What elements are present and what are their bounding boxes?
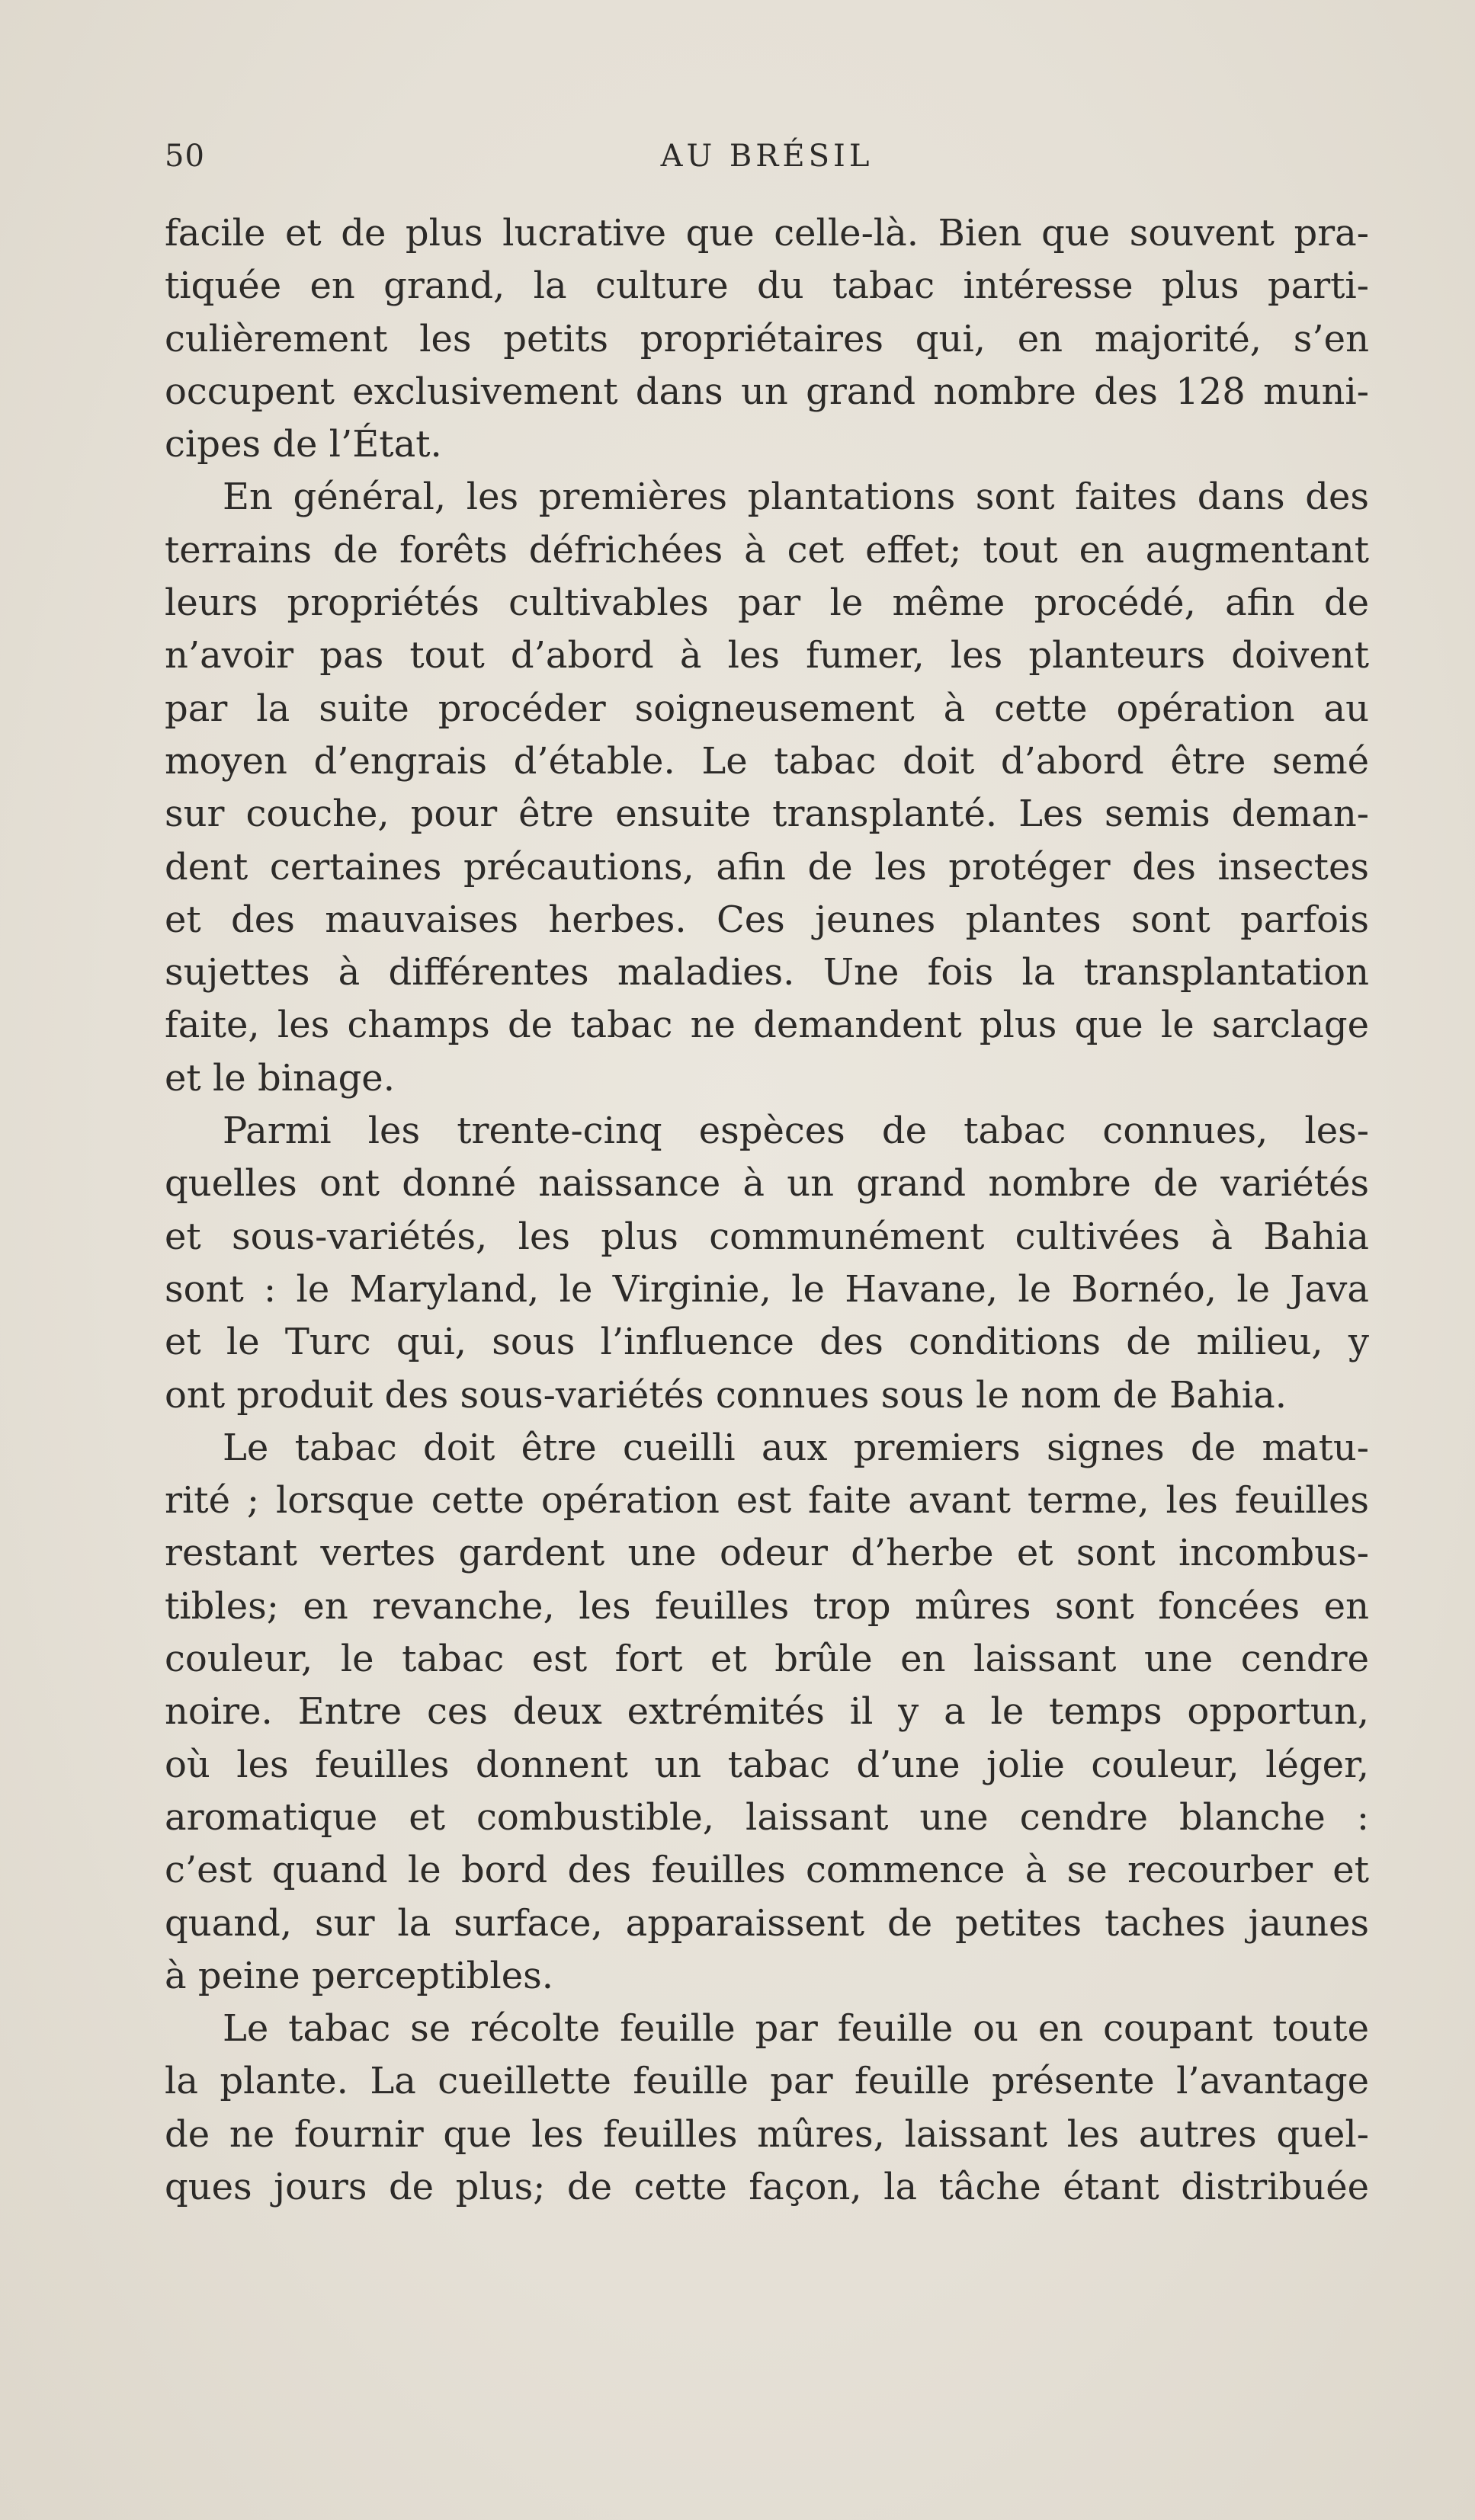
text-line: moyen d’engrais d’étable. Le tabac doit d’abord être semé — [165, 739, 1369, 783]
text-line: En général, les premières plantations sont faites dans des — [223, 476, 1369, 519]
text-line: Parmi les trente-cinq espèces de tabac connues, les- — [223, 1110, 1369, 1153]
text-line: la plante. La cueillette feuille par feuille présente l’avantage — [165, 2060, 1369, 2103]
text-line: n’avoir pas tout d’abord à les fumer, les planteurs doivent — [165, 634, 1369, 677]
text-line: culièrement les petits propriétaires qui, en majorité, s’en — [165, 317, 1369, 360]
text-line: et des mauvaises herbes. Ces jeunes plantes sont parfois — [165, 898, 1369, 941]
text-line: sujettes à différentes maladies. Une fois la transplantation — [165, 951, 1369, 994]
text-line: tiquée en grand, la culture du tabac intéresse plus parti- — [165, 264, 1369, 308]
text-line: ont produit des sous-variétés connues sous le nom de Bahia. — [165, 1373, 1287, 1417]
text-line: noire. Entre ces deux extrémités il y a le temps opportun, — [165, 1690, 1369, 1734]
text-line: tibles; en revanche, les feuilles trop mûres sont foncées en — [165, 1584, 1369, 1628]
text-line: quelles ont donné naissance à un grand nombre de variétés — [165, 1162, 1369, 1206]
text-line: où les feuilles donnent un tabac d’une jolie couleur, léger, — [165, 1743, 1369, 1786]
running-title: AU BRÉSIL — [660, 139, 874, 174]
text-line: facile et de plus lucrative que celle-là. Bien que souvent pra- — [165, 212, 1369, 255]
text-line: sont : le Maryland, le Virginie, le Havane, le Bornéo, le Java — [165, 1267, 1369, 1311]
text-line: faite, les champs de tabac ne demandent plus que le sarclage — [165, 1004, 1369, 1047]
text-line: par la suite procéder soigneusement à cette opération au — [165, 687, 1369, 730]
page-number: 50 — [165, 139, 205, 174]
text-line: et le Turc qui, sous l’influence des conditions de milieu, y — [165, 1321, 1369, 1364]
text-line: ques jours de plus; de cette façon, la tâche étant distribuée — [165, 2165, 1369, 2208]
text-line: terrains de forêts défrichées à cet effet; tout en augmentant — [165, 528, 1369, 572]
text-line: sur couche, pour être ensuite transplanté. Les semis deman- — [165, 793, 1369, 836]
text-line: dent certaines précautions, afin de les protéger des insectes — [165, 845, 1369, 889]
text-line: rité ; lorsque cette opération est faite avant terme, les feuilles — [165, 1479, 1369, 1523]
text-line: c’est quand le bord des feuilles commence à se recourber et — [165, 1849, 1369, 1892]
text-line: et sous-variétés, les plus communément cultivées à Bahia — [165, 1215, 1369, 1258]
text-line: Le tabac doit être cueilli aux premiers signes de matu- — [223, 1426, 1369, 1469]
text-line: couleur, le tabac est fort et brûle en laissant une cendre — [165, 1638, 1369, 1681]
text-line: quand, sur la surface, apparaissent de petites taches jaunes — [165, 1901, 1369, 1945]
text-line: et le binage. — [165, 1056, 395, 1100]
body-text — [165, 207, 1369, 2214]
text-line: leurs propriétés cultivables par le même procédé, afin de — [165, 581, 1369, 625]
text-line: à peine perceptibles. — [165, 1954, 554, 1997]
page-header — [165, 139, 1369, 184]
text-line: de ne fournir que les feuilles mûres, laissant les autres quel- — [165, 2112, 1369, 2156]
text-line: Le tabac se récolte feuille par feuille ou en coupant toute — [223, 2007, 1369, 2051]
text-line: restant vertes gardent une odeur d’herbe et sont incombus- — [165, 1532, 1369, 1575]
text-line: aromatique et combustible, laissant une cendre blanche : — [165, 1795, 1369, 1839]
text-line: cipes de l’État. — [165, 423, 442, 466]
text-line: occupent exclusivement dans un grand nombre des 128 muni- — [165, 370, 1369, 413]
